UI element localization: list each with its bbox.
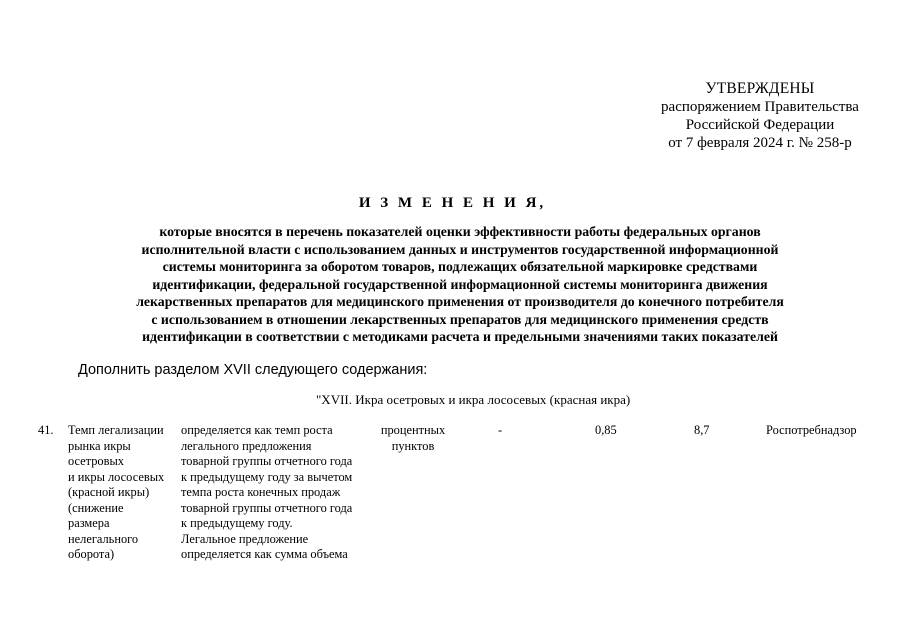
method-line: Легальное предложение xyxy=(181,531,309,546)
indicator-name-line: оборота) xyxy=(68,547,115,561)
target-value-2: 8,7 xyxy=(694,423,710,437)
indicator-name-line: размера xyxy=(68,516,110,530)
responsible-agency: Роспотребнадзор xyxy=(766,423,857,437)
unit-of-measure xyxy=(370,423,456,454)
method-line: легального предложения xyxy=(181,438,312,453)
method-line: определяется как темп роста xyxy=(181,423,333,437)
intro-paragraph: Дополнить разделом XVII следующего содержания: xyxy=(78,362,428,378)
approval-line: от 7 февраля 2024 г. № 258-р xyxy=(668,135,852,151)
subtitle-line: системы мониторинга за оборотом товаров, подлежащих обязательной маркировке средствами xyxy=(162,259,758,274)
method-line: к предыдущему году за вычетом xyxy=(181,469,353,484)
unit-line: пунктов xyxy=(391,438,435,453)
indicator-name-line: нелегального xyxy=(68,531,139,546)
method-line: к предыдущему году. xyxy=(181,516,293,530)
approval-line: распоряжением Правительства xyxy=(661,99,859,115)
unit-line: процентных xyxy=(380,423,446,437)
subtitle-line: идентификации в соответствии с методиками расчета и предельными значениями таких показателей xyxy=(142,329,778,344)
indicator-name xyxy=(68,423,178,563)
subtitle-line: идентификации, федеральной государственной информационной системы мониторинга движения xyxy=(152,276,768,292)
approval-line: Российской Федерации xyxy=(685,117,835,133)
indicator-name-line: осетровых xyxy=(68,454,124,468)
calculation-method xyxy=(181,423,371,563)
subtitle-line: исполнительной власти с использованием данных и инструментов государственной информационной xyxy=(141,241,779,257)
subtitle-line: лекарственных препаратов для медицинского применения от производителя до конечного потребителя xyxy=(136,294,784,309)
method-line: темпа роста конечных продаж xyxy=(181,485,341,499)
indicator-name-line: (снижение xyxy=(68,500,124,515)
indicator-name-line: (красной икры) xyxy=(68,485,150,499)
row-number: 41. xyxy=(38,423,54,437)
document-title: И З М Е Н Е Н И Я, xyxy=(358,195,547,211)
indicator-name-line: рынка икры xyxy=(68,438,131,453)
document-subtitle xyxy=(60,223,860,346)
subtitle-line: с использованием в отношении лекарственных препаратов для медицинского применения средств xyxy=(151,311,769,327)
base-value: - xyxy=(498,423,503,437)
method-line: товарной группы отчетного года xyxy=(181,454,353,468)
method-line: товарной группы отчетного года xyxy=(181,500,353,515)
approval-block xyxy=(620,80,900,152)
subtitle-line: которые вносятся в перечень показателей оценки эффективности работы федеральных органов xyxy=(159,224,761,239)
section-heading: "XVII. Икра осетровых и икра лососевых (красная икра) xyxy=(316,392,631,407)
indicator-name-line: и икры лососевых xyxy=(68,469,165,484)
indicator-name-line: Темп легализации xyxy=(68,423,164,437)
method-line: определяется как сумма объема xyxy=(181,547,348,561)
target-value-1: 0,85 xyxy=(595,423,617,437)
approval-title: УТВЕРЖДЕНЫ xyxy=(705,80,815,97)
